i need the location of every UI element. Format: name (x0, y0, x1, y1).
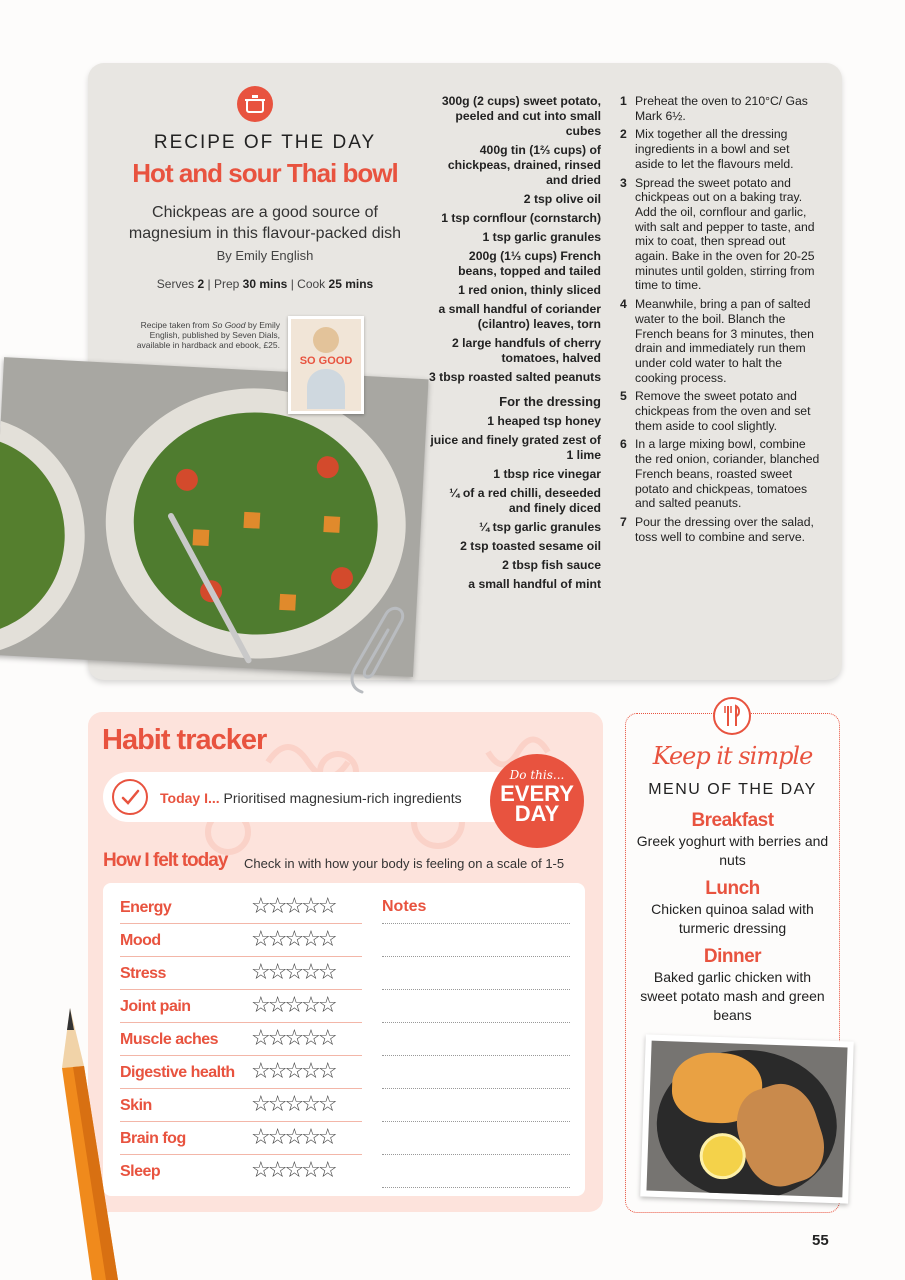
meal-dinner (635, 946, 830, 1025)
meal-description: Greek yoghurt with berries and nuts (636, 833, 829, 868)
method-step (620, 297, 820, 385)
ingredients-list (428, 94, 601, 596)
dressing-heading: For the dressing (499, 394, 601, 409)
method-step (620, 127, 820, 171)
credit-rest: by Emily English, published by Seven Dials, available in hardback and ebook, £25. (136, 320, 280, 350)
step-number: 7 (620, 514, 627, 529)
star-rating[interactable]: ☆☆☆☆☆ (251, 993, 335, 1018)
felt-title: How I felt today (103, 850, 228, 871)
notes-line[interactable] (382, 1187, 570, 1188)
feeling-label: Mood (120, 932, 161, 949)
notes-line[interactable] (382, 1121, 570, 1122)
feeling-label: Sleep (120, 1163, 161, 1180)
step-number: 4 (620, 297, 627, 312)
prep-label: Prep (213, 277, 240, 291)
ingredient: 1 red onion, thinly sliced (458, 283, 601, 297)
book-cover-title: SO GOOD (299, 355, 353, 367)
feeling-label: Stress (120, 965, 166, 982)
star-rating[interactable]: ☆☆☆☆☆ (251, 1125, 335, 1150)
feeling-row (120, 893, 570, 926)
notes-line[interactable] (382, 1022, 570, 1023)
recipe-byline: By Emily English (216, 248, 314, 263)
meal-description: Baked garlic chicken with sweet potato mash and green beans (640, 969, 825, 1023)
pencil-icon (58, 1008, 128, 1280)
dressing-ingredient: juice and finely grated zest of 1 lime (430, 433, 601, 462)
feeling-row (120, 1058, 570, 1091)
step-number: 5 (620, 389, 627, 404)
step-text: Meanwhile, bring a pan of salted water to the boil. Blanch the French beans for 3 minutes, then drain and immediately run them under cold water to halt the cooking process. (635, 297, 814, 385)
method-step (620, 515, 820, 544)
dressing-ingredient: 2 tbsp fish sauce (502, 558, 601, 572)
method-step (620, 389, 820, 433)
method-step (620, 176, 820, 294)
step-number: 1 (620, 94, 627, 108)
today-habit (160, 790, 462, 806)
feeling-row (120, 1091, 570, 1124)
feeling-label: Energy (120, 899, 172, 916)
recipe-credit (136, 320, 280, 350)
keep-it-simple: Keep it simple (652, 742, 813, 770)
prep-value: 30 mins (242, 277, 288, 291)
meal-lunch (635, 878, 830, 938)
notes-line[interactable] (382, 923, 570, 924)
feeling-label: Digestive health (120, 1064, 235, 1081)
star-rating[interactable]: ☆☆☆☆☆ (251, 927, 335, 952)
fork-knife-icon (713, 697, 751, 735)
dressing-ingredient: 1 heaped tsp honey (487, 414, 601, 428)
paper-clip-icon (348, 602, 408, 702)
feeling-label: Joint pain (120, 998, 191, 1015)
ingredient: 400g tin (1⅔ cups) of chickpeas, drained, rinsed and dried (447, 143, 601, 187)
star-rating[interactable]: ☆☆☆☆☆ (251, 894, 335, 919)
step-text: Preheat the oven to 210°C/ Gas Mark 6½. (635, 94, 808, 123)
ingredient: 1 tsp cornflour (cornstarch) (441, 211, 601, 225)
notes-line[interactable] (382, 1154, 570, 1155)
page-number: 55 (812, 1232, 829, 1249)
serves-value: 2 (197, 277, 205, 291)
feeling-row (120, 959, 570, 992)
feeling-row (120, 1157, 570, 1190)
step-text: Pour the dressing over the salad, toss well to combine and serve. (635, 514, 814, 544)
dressing-ingredient: a small handful of mint (468, 577, 601, 591)
star-rating[interactable]: ☆☆☆☆☆ (251, 1026, 335, 1051)
dinner-photo (640, 1034, 854, 1203)
star-rating[interactable]: ☆☆☆☆☆ (251, 1092, 335, 1117)
feeling-row (120, 1025, 570, 1058)
cook-value: 25 mins (328, 277, 374, 291)
meal-description: Chicken quinoa salad with turmeric dressing (651, 901, 814, 936)
notes-label: Notes (382, 898, 427, 915)
meal-name: Breakfast (691, 810, 774, 831)
habit-tracker-title: Habit tracker (102, 724, 267, 756)
step-number: 3 (620, 175, 627, 190)
ingredient: 2 tsp olive oil (523, 192, 601, 206)
dressing-ingredient: 2 tsp toasted sesame oil (460, 539, 601, 553)
credit-book: So Good (211, 320, 246, 330)
recipe-eyebrow: RECIPE OF THE DAY (153, 132, 377, 153)
badge-line-1: EVERY (500, 781, 574, 806)
step-number: 2 (620, 127, 627, 142)
ingredient: 1 tsp garlic granules (482, 230, 601, 244)
badge-big-text (490, 781, 584, 826)
feeling-row (120, 926, 570, 959)
dressing-ingredient: 1 tbsp rice vinegar (493, 467, 601, 481)
notes-line[interactable] (382, 1088, 570, 1089)
today-label: Today I... (160, 790, 220, 806)
feeling-row (120, 1124, 570, 1157)
feeling-label: Muscle aches (120, 1031, 219, 1048)
meal-name: Lunch (705, 878, 760, 899)
recipe-title: Hot and sour Thai bowl (132, 158, 398, 188)
meal-name: Dinner (703, 946, 762, 967)
check-icon (112, 779, 148, 815)
notes-line[interactable] (382, 1055, 570, 1056)
ingredient: 2 large handfuls of cherry tomatoes, halved (452, 336, 601, 365)
feeling-label: Skin (120, 1097, 152, 1114)
dressing-ingredient: ¼ of a red chilli, deseeded and finely diced (449, 486, 601, 515)
notes-line[interactable] (382, 989, 570, 990)
credit-prefix: Recipe taken from (140, 320, 210, 330)
book-cover (288, 316, 364, 414)
method-step (620, 94, 820, 123)
feeling-label: Brain fog (120, 1130, 186, 1147)
recipe-subtitle: Chickpeas are a good source of magnesium in this flavour-packed dish (128, 204, 402, 242)
step-text: In a large mixing bowl, combine the red onion, coriander, blanched French beans, roasted sweet potato and chickpeas, tomatoes and salted peanuts. (635, 437, 820, 511)
method-steps (620, 94, 820, 548)
star-rating[interactable]: ☆☆☆☆☆ (251, 960, 335, 985)
meal-breakfast (635, 810, 830, 870)
ingredient: 3 tbsp roasted salted peanuts (428, 370, 601, 384)
serves-label: Serves (156, 277, 195, 291)
notes-line[interactable] (382, 956, 570, 957)
step-text: Mix together all the dressing ingredients in a bowl and set aside to let the flavours meld. (635, 127, 794, 171)
dressing-ingredient: ¼ tsp garlic granules (479, 520, 601, 534)
ingredient: a small handful of coriander (cilantro) leaves, torn (438, 302, 601, 331)
felt-subtitle: Check in with how your body is feeling on a scale of 1-5 (244, 856, 565, 871)
step-text: Remove the sweet potato and chickpeas from the oven and set them aside to cool slightly. (635, 389, 811, 433)
ingredient: 200g (1⅓ cups) French beans, topped and tailed (458, 249, 601, 278)
star-rating[interactable]: ☆☆☆☆☆ (251, 1158, 335, 1183)
recipe-servings: Serves 2 | Prep 30 mins | Cook 25 mins (156, 277, 374, 291)
method-step (620, 437, 820, 511)
every-day-badge (490, 754, 584, 848)
feeling-row (120, 992, 570, 1025)
badge-line-2: DAY (514, 801, 560, 826)
step-number: 6 (620, 437, 627, 452)
today-value: Prioritised magnesium-rich ingredients (223, 790, 462, 806)
menu-title: MENU OF THE DAY (648, 781, 817, 798)
cook-label: Cook (297, 277, 326, 291)
star-rating[interactable]: ☆☆☆☆☆ (251, 1059, 335, 1084)
badge-small-text: Do this... (509, 768, 565, 782)
cooking-pot-icon (237, 86, 273, 122)
step-text: Spread the sweet potato and chickpeas out on a baking tray. Add the oil, cornflour and garlic, with salt and pepper to taste, and mix to coat, then spread out again. Bake in the oven for 20-25 minutes until golden, stirring from time to time. (635, 175, 815, 293)
ingredient: 300g (2 cups) sweet potato, peeled and cut into small cubes (441, 94, 601, 138)
